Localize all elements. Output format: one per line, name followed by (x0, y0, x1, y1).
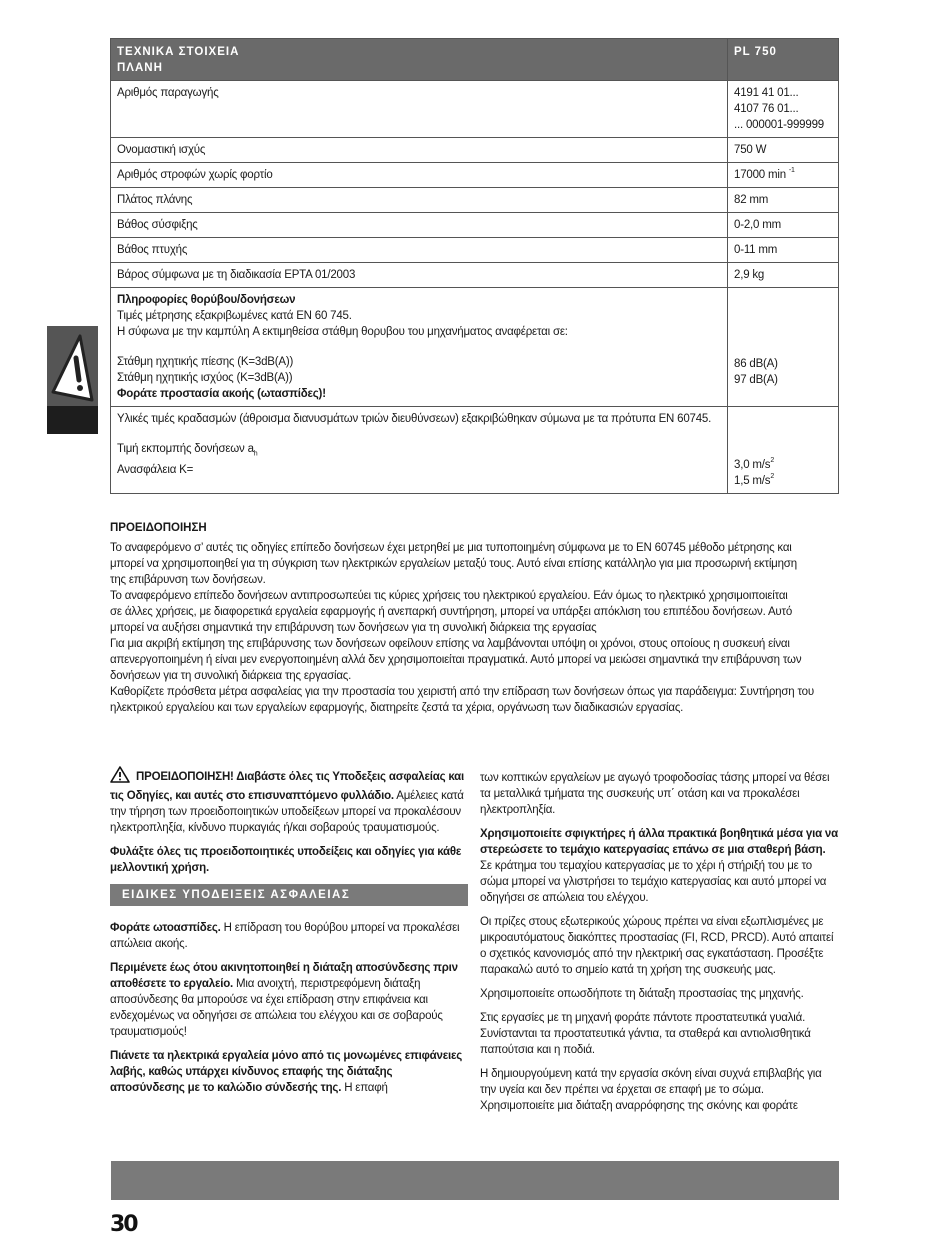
right-column (480, 770, 838, 1122)
row-value: 2,9 kg (728, 263, 839, 288)
table-row (111, 163, 839, 188)
warning-triangle-icon (110, 766, 130, 788)
warning-line: Το αναφερόμενο σ’ αυτές τις οδηγίες επίπεδο δονήσεων έχει μετρηθεί με μια τυποποιημένη σύμφωνα με το EN 60745 μέθοδο μέτρησης και (110, 542, 792, 554)
left-column (110, 766, 468, 1104)
wait-stop-bold: Περιμένετε έως ότου ακινητοποιηθεί η διάταξη αποσύνδεσης πριν αποθέσετε το εργαλείο. (110, 962, 458, 990)
keep-instructions-bold: Φυλάξτε όλες τις προειδοποιητικές υποδείξεις και οδηγίες για κάθε μελλοντική χρήση. (110, 846, 462, 874)
noise-line1: Τιμές μέτρησης εξακριβωμένες κατά EN 60 745. (117, 310, 352, 322)
warning-line: δονήσεων για τη συνολική διάρκεια της εργασίας. (110, 670, 352, 682)
row-value (728, 81, 839, 138)
row-label: Βάθος σύσφιξης (111, 213, 728, 238)
warning-line: σε άλλες χρήσεις, με διαφορετικά εργαλεία εφαρμογής ή ανεπαρκή συντήρηση, μπορεί να υπάρξει απόκλιση του επιπέδου δονήσεων. Αυτό (110, 606, 793, 618)
emission-label-text: Τιμή εκπομπής δονήσεων a (117, 443, 254, 455)
emission-value (734, 457, 832, 473)
ear-protection-bold: Φοράτε ωτοασπίδες. (110, 922, 221, 934)
warning-line: Το αναφερόμενο επίπεδο δονήσεων αντιπροσωπεύει τις κύριες χρήσεις του ηλεκτρικού εργαλείου. Εάν όμως το ηλεκτρικό χρησιμοιποιείται (110, 590, 788, 602)
uncertainty-value-text: 1,5 m/s (734, 475, 771, 487)
continuation-paragraph: των κοπτικών εργαλείων με αγωγό τροφοδοσίας τάσης μπορεί να θέσει τα μεταλλικά τμήματα της συσκευής υπ΄ οτάση και να προκαλέσει ηλεκτροπληξία. (480, 772, 830, 816)
wait-stop-paragraph (110, 960, 468, 1040)
noise-title: Πληροφορίες θορύβου/δονήσεων (117, 294, 296, 306)
warning-line: μπορεί να αυξήσει σημαντικά την επιβάρυνση των δονήσεων για τη συνολική διάρκεια της εργασίας (110, 622, 597, 634)
dust-paragraph: Η δημιουργούμενη κατά την εργασία σκόνη είναι συχνά επιβλαβής για την υγεία και δεν πρέπει να έρχεται σε επαφή με το σώμα. Χρησιμοποιείτε μια διάταξη αναρρόφησης της σκόνης και φοράτε (480, 1068, 822, 1112)
row-label: Αριθμός παραγωγής (111, 81, 728, 138)
clamps-bold: Χρησιμοποιείτε σφιγκτήρες ή άλλα πρακτικά βοηθητικά μέσα για να στερεώσετε το τεμάχιο κατεργασίας επάνω σε μια σταθερή βάση. (480, 828, 838, 856)
table-header-model: PL 750 (728, 39, 839, 81)
emission-unit-exponent: 2 (770, 457, 775, 464)
protection-device-paragraph: Χρησιμοποιείτε οπωσδήποτε τη διάταξη προστασίας της μηχανής. (480, 988, 804, 1000)
safety-warning-bold: ΠΡΟΕΙΔΟΠΟΙΗΣΗ! Διαβάστε όλες τις Υποδεξεις ασφαλείας και τις Οδηγίες, και αυτές στο επισυναπτόμενο φυλλάδιο. (110, 771, 465, 802)
row-value: 82 mm (728, 188, 839, 213)
row-label: Πλάτος πλάνης (111, 188, 728, 213)
protective-gear-paragraph: Στις εργασίες με τη μηχανή φοράτε πάντοτε προστατευτικά γυαλιά. Συνίστανται τα προστατευτικά γάντια, τα σταθερά και αντιολισθητικά παπούτσια και η ποδιά. (480, 1012, 811, 1056)
table-row (111, 188, 839, 213)
table-row (111, 263, 839, 288)
row-label: Βάθος πτυχής (111, 238, 728, 263)
row-label: Βάρος σύμφωνα με τη διαδικασία EPTA 01/2003 (111, 263, 728, 288)
vibration-intro: Υλικές τιμές κραδασμών (άθροισμα διανυσμάτων τριών διευθύνσεων) εξακριβώθηκαν σύμωνα με τα πρότυπα EN 60745. (117, 413, 712, 425)
vibration-info-cell (111, 407, 728, 494)
row-value: 0-11 mm (728, 238, 839, 263)
table-row (111, 81, 839, 138)
warning-heading: ΠΡΟΕΙΔΟΠΟΙΗΣΗ (110, 522, 207, 534)
row-label: Αριθμός στροφών χωρίς φορτίο (111, 163, 728, 188)
warning-line: Για μια ακριβή εκτίμηση της επιβάρυνσης των δονήσεων οφείλουν επίσης να λαμβάνονται υπόψη οι χρόνοι, στους οποίους η συσκευή είναι (110, 638, 790, 650)
sound-pressure-value: 86 dB(A) (734, 358, 778, 370)
insulated-grip-bold: Πιάνετε τα ηλεκτρικά εργαλεία μόνο από τις μονωμένες επιφάνειες λαβής, καθώς υπάρχει κίνδυνος επαφής της διάταξης αποσύνδεσης με το καλώδιο σύνδεσής της. (110, 1050, 463, 1094)
sound-power-value: 97 dB(A) (734, 374, 778, 386)
warning-side-tab (47, 326, 98, 434)
section-heading-bar: ΕΙΔΙΚΕΣ ΥΠΟΔΕΙΞΕΙΣ ΑΣΦΑΛΕΙΑΣ (110, 884, 468, 906)
insulated-grip-paragraph (110, 1048, 468, 1096)
header-title-line1: ΤΕΧΝΙΚΑ ΣΤΟΙΧΕΙΑ (117, 46, 240, 58)
uncertainty-value (734, 473, 832, 489)
production-number-2: 4107 76 01... (734, 103, 799, 115)
wait-stop-text: Μια ανοιχτή, περιστρεφόμενη διάταξη αποσύνδεσης θα μπορούσε να έχει επίδραση στην επιφάνεια και ενδεχομένως να οδηγήσει σε απώλεια του ελέγχου και σε σοβαρούς τραυματισμούς! (110, 978, 443, 1038)
clamps-paragraph (480, 826, 838, 906)
table-header-row (111, 39, 839, 81)
row-value: 750 W (728, 138, 839, 163)
emission-subscript: h (253, 450, 258, 458)
warning-triangle-icon (50, 332, 95, 406)
warning-line: της επιβάρυνση των δονήσεων. (110, 574, 266, 586)
side-tab-dark-block (47, 406, 98, 434)
sound-pressure-label: Στάθμη ηχητικής πίεσης (K=3dB(A)) (117, 356, 294, 368)
technical-data-table (110, 38, 839, 494)
warning-line: Καθορίζετε πρόσθετα μέτρα ασφαλείας για την προστασία του χειριστή από την επίδραση των δονήσεων όπως για παράδειγμα: Συντήρηση του (110, 686, 814, 698)
warning-line: απενεργοποιημένη ή είναι μεν ενεργοποιημένη αλλά δεν χρησιμοποιείται πραγματικά. Αυτό μπορεί να μειώσει σημαντικά την επιβάρυνση των (110, 654, 802, 666)
sound-power-label: Στάθμη ηχητικής ισχύος (K=3dB(A)) (117, 372, 293, 384)
vibration-row (111, 407, 839, 494)
vibration-emission-label (117, 441, 721, 462)
keep-instructions-paragraph (110, 844, 468, 876)
table-header-title (111, 39, 728, 81)
table-row (111, 238, 839, 263)
safety-warning-paragraph (110, 766, 468, 836)
noise-row (111, 288, 839, 407)
ear-protection-paragraph (110, 920, 468, 952)
warning-line: ηλεκτρικού εργαλείου και των εργαλείων εφαρμογής, διατηρείτε ζεστά τα χέρια, οργάνωση των διαδικασιών εργασίας. (110, 702, 684, 714)
page-number: 30 (110, 1212, 137, 1237)
outdoor-sockets-paragraph: Οι πρίζες στους εξωτερικούς χώρους πρέπει να είναι εξωπλισμένες με μικροαυτόματους διακόπτες προστασίας (FI, RCD, PRCD). Αυτό απαιτεί ο σχετικός κανονισμός από την ηλεκτρική σας εγκατάσταση. Προσέξτε παρακαλώ αυτό το σημείο κατά τη χρήση της συσκευής μας. (480, 916, 834, 976)
ear-protection-text: Η επίδραση του θορύβου μπορεί να προκαλέσει απώλεια ακοής. (110, 922, 460, 950)
noise-values-cell (728, 288, 839, 407)
clamps-text: Σε κράτημα του τεμαχίου κατεργασίας με το χέρι ή στήριξή του με το σώμα μπορεί να γλιστρήσει το τεμάχιο κατεργασίας και αυτό μπορεί να οδηγήσει σε απώλεια του ελέγχου. (480, 860, 827, 904)
emission-value-text: 3,0 m/s (734, 459, 771, 471)
noise-info-cell (111, 288, 728, 407)
hearing-protection-note: Φοράτε προστασία ακοής (ωτασπίδες)! (117, 388, 326, 400)
rpm-exponent: -1 (788, 167, 795, 174)
table-row (111, 138, 839, 163)
row-label: Ονομαστική ισχύς (111, 138, 728, 163)
vibration-values-cell (728, 407, 839, 494)
production-number-range: ... 000001-999999 (734, 119, 824, 131)
production-number-1: 4191 41 01... (734, 87, 799, 99)
warning-line: μπορεί να χρησιμοποιηθεί για τη σύγκριση των ηλεκτρικών εργαλείων μεταξύ τους. Αυτό είναι επίσης κατάλληλο για μια προσωρινή εκτίμηση (110, 558, 797, 570)
uncertainty-label: Ανασφάλεια K= (117, 464, 194, 477)
header-title-line2: ΠΛΑΝΗ (117, 62, 163, 74)
rpm-value: 17000 min (734, 169, 786, 181)
uncertainty-unit-exponent: 2 (770, 473, 775, 480)
insulated-grip-text: Η επαφή (341, 1082, 388, 1094)
warning-body (110, 540, 840, 716)
row-value (728, 163, 839, 188)
table-row (111, 213, 839, 238)
footer-bar (111, 1161, 839, 1200)
row-value: 0-2,0 mm (728, 213, 839, 238)
safety-warning-text: Αμέλειες κατά την τήρηση των προειδοποιητικών υποδείξεων μπορεί να προκαλέσουν ηλεκτροπληξία, κίνδυνο πυρκαγιάς ή/και σοβαρούς τραυματισμούς. (110, 790, 464, 834)
noise-line2: Η σύφωνα με την καμπύλη A εκτιμηθείσα στάθμη θορυβου του μηχανήματος αναφέρεται σε: (117, 326, 568, 338)
